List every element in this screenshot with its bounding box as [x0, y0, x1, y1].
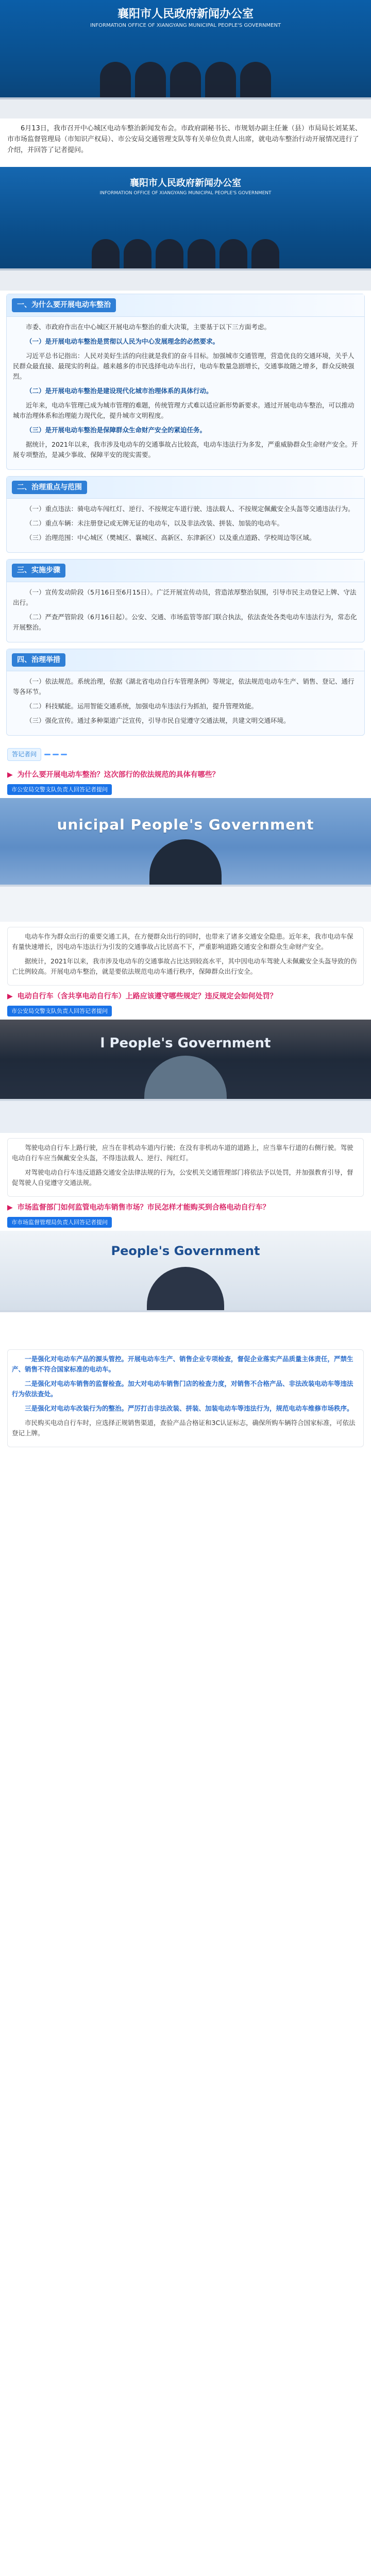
- table-bar: [0, 885, 371, 922]
- qa-answer-paragraph: 电动车作为群众出行的重要交通工具，在方便群众出行的同时，也带来了诸多交通安全隐患。近年来，我市电动车保有量快速增长，因电动车违法行为引发的交通事故占比居高不下，严重影响道路交通安全和群众生命财产安全。: [12, 933, 353, 951]
- qa-answer-paragraph: 据统计，2021年以来，我市涉及电动车的交通事故占比达到较高水平，其中因电动车驾驶人未佩戴安全头盔导致的伤亡比例较高。开展电动车整治，就是要依法规范电动车通行秩序，保障群众出行安全。: [12, 957, 357, 976]
- interview-banner: unicipal People's Government: [57, 816, 314, 834]
- question-mark-icon: ▶: [7, 992, 13, 1001]
- qa-answer-paragraph: 对驾驶电动自行车违反道路交通安全法律法规的行为，公安机关交通管理部门将依法予以处罚，并加强教育引导，督促驾驶人自觉遵守交通法规。: [12, 1168, 353, 1187]
- section-tag: 一、为什么要开展电动车整治: [12, 298, 116, 312]
- section-paragraph: （二）严查严管阶段（6月16日起）。公安、交通、市场监管等部门联合执法，依法查处各类电动车违法行为，常态化开展整治。: [13, 613, 357, 631]
- section-tag: 四、治理举措: [12, 653, 65, 667]
- question-mark-icon: ▶: [7, 1204, 13, 1212]
- section-paragraph: 近年来，电动车管理已成为城市管理的难题，传统管理方式难以适应新形势新要求。通过开展电动车整治，可以推动城市治理体系和治理能力现代化，提升城市文明程度。: [13, 401, 355, 419]
- interview-photo: [0, 798, 371, 922]
- section-card: [6, 294, 365, 469]
- section-paragraph: （一）依法规范。系统治理，依据《湖北省电动自行车管理条例》等规定，依法规范电动车生产、销售、登记、通行等各环节。: [13, 677, 355, 696]
- section-tag: 三、实施步骤: [12, 564, 65, 577]
- qa-question-text: 市场监督部门如何监管电动车销售市场？市民怎样才能购买到合格电动自行车？: [17, 1204, 270, 1212]
- section-body: [7, 671, 364, 735]
- decorative-lines: [44, 754, 67, 755]
- qa-caption: 市市场监督管理局负责人回答记者提问: [7, 1217, 112, 1228]
- hero-banner: 襄阳市人民政府新闻办公室: [117, 8, 254, 21]
- qa-answer-lead: 一是强化对电动车产品的源头管控。开展电动车生产、销售企业专项检查，督促企业落实产品质量主体责任，严禁生产、销售不符合国家标准的电动车。: [12, 1355, 353, 1374]
- qa-caption: 市公安局交警支队负责人回答记者提问: [7, 784, 112, 795]
- table-bar: [0, 1099, 371, 1133]
- section-card: [6, 559, 365, 642]
- interview-banner: People's Government: [111, 1244, 260, 1259]
- conference-photo: [0, 167, 371, 291]
- section-card: [6, 649, 365, 736]
- section-header: [7, 560, 364, 582]
- section-paragraph: （一）重点违法：骑电动车闯红灯、逆行、不按规定车道行驶、违法载人、不按规定佩戴安全头盔等交通违法行为。: [26, 505, 355, 513]
- qa-answer-box: [7, 1138, 364, 1197]
- section-paragraph: （二）重点车辆：未注册登记或无牌无证的电动车，以及非法改装、拼装、加装的电动车。: [26, 519, 284, 528]
- section-header: [7, 477, 364, 499]
- qa-answer-paragraph: 市民购买电动自行车时，应选择正规销售渠道，查验产品合格证和3C认证标志，确保所购车辆符合国家标准，可依法登记上牌。: [12, 1419, 356, 1437]
- table-bar: [0, 268, 371, 291]
- qa-answer-paragraph: 驾驶电动自行车上路行驶，应当在非机动车道内行驶；在没有非机动车道的道路上，应当靠车行道的右侧行驶。驾驶电动自行车应当佩戴安全头盔，不得违法载人、逆行、闯红灯。: [12, 1144, 353, 1162]
- question-mark-icon: ▶: [7, 771, 13, 779]
- qa-question: [7, 769, 364, 781]
- section-paragraph: （三）治理范围：中心城区（樊城区、襄城区、高新区、东津新区）以及重点道路、学校周边等区域。: [26, 534, 316, 542]
- interview-photo: [0, 1231, 371, 1344]
- qa-label: [7, 748, 67, 761]
- table-bar: [0, 97, 371, 118]
- qa-pill: 答记者问: [7, 748, 41, 761]
- hero-subbanner: INFORMATION OFFICE OF XIANGYANG MUNICIPAL PEOPLE'S GOVERNMENT: [90, 23, 281, 28]
- section-body: [7, 499, 364, 552]
- qa-answer-box: [7, 927, 364, 986]
- qa-question-text: 为什么要开展电动车整治？这次部行的依法规范的具体有哪些？: [17, 771, 220, 779]
- section-header: [7, 649, 364, 671]
- section-lead: （三）是开展电动车整治是保障群众生命财产安全的紧迫任务。: [26, 426, 207, 434]
- hero-photo: [0, 0, 371, 118]
- intro-paragraph: 6月13日，我市召开中心城区电动车整治新闻发布会。市政府副秘书长、市规划办副主任兼（县）市局局长刘某某、市市场监督管理局（市知识产权局）、市公安局交通管理支队等有关单位负责人出席，就电动车整治行动开展情况进行了介绍，并回答了记者提问。: [7, 125, 362, 154]
- section-paragraph: （二）科技赋能。运用智能交通系统，加强电动车违法行为抓拍，提升管理效能。: [26, 702, 258, 710]
- section-body: [7, 317, 364, 469]
- section-paragraph: 据统计，2021年以来，我市涉及电动车的交通事故占比较高，电动车违法行为多发，严重威胁群众生命财产安全。开展专项整治，是减少事故、保障平安的现实需要。: [13, 440, 358, 459]
- spacer: [0, 1452, 371, 1456]
- section-paragraph: 习近平总书记指出：人民对美好生活的向往就是我们的奋斗目标。加强城市交通管理，营造优良的交通环境，关乎人民群众最直接、最现实的利益。越来越多的市民选择电动车出行，电动车数量急剧增长，交通事故随之增多，群众反映强烈。: [13, 351, 355, 380]
- qa-answer-box: [7, 1349, 364, 1447]
- section-paragraph: 市委、市政府作出在中心城区开展电动车整治的重大决策，主要基于以下三方面考虑。: [26, 323, 271, 331]
- section-body: [7, 582, 364, 642]
- conference-subbanner: INFORMATION OFFICE OF XIANGYANG MUNICIPAL PEOPLE'S GOVERNMENT: [99, 191, 272, 196]
- section-lead: （一）是开展电动车整治是贯彻以人民为中心发展理念的必然要求。: [26, 337, 220, 345]
- qa-caption: 市公安局交警支队负责人回答记者提问: [7, 1006, 112, 1017]
- conference-banner: 襄阳市人民政府新闻办公室: [130, 178, 241, 189]
- qa-question: [7, 991, 364, 1002]
- qa-question: [7, 1202, 364, 1213]
- qa-question-text: 电动自行车（含共享电动自行车）上路应该遵守哪些规定？违反规定会如何处罚？: [17, 992, 277, 1001]
- section-lead: （二）是开展电动车整治是建设现代化城市治理体系的具体行动。: [26, 386, 213, 395]
- section-card: [6, 476, 365, 553]
- qa-answer-lead: 二是强化对电动车销售的监督检查。加大对电动车销售门店的检查力度，对销售不合格产品、非法改装电动车等违法行为依法查处。: [12, 1380, 353, 1398]
- interview-banner: l People's Government: [100, 1036, 271, 1052]
- section-paragraph: （三）强化宣传。通过多种渠道广泛宣传，引导市民自觉遵守交通法规，共建文明交通环境。: [26, 716, 290, 724]
- section-tag: 二、治理重点与范围: [12, 481, 87, 494]
- intro-text: [0, 118, 371, 167]
- section-header: [7, 294, 364, 316]
- section-paragraph: （一）宣传发动阶段（5月16日至6月15日）。广泛开展宣传动员，营造浓厚整治氛围，引导市民主动登记上牌、守法出行。: [13, 588, 357, 606]
- qa-answer-lead: 三是强化对电动车改装行为的整治。严厉打击非法改装、拼装、加装电动车等违法行为，规范电动车维修市场秩序。: [25, 1404, 353, 1413]
- interview-photo: [0, 1020, 371, 1133]
- table-bar: [0, 1310, 371, 1344]
